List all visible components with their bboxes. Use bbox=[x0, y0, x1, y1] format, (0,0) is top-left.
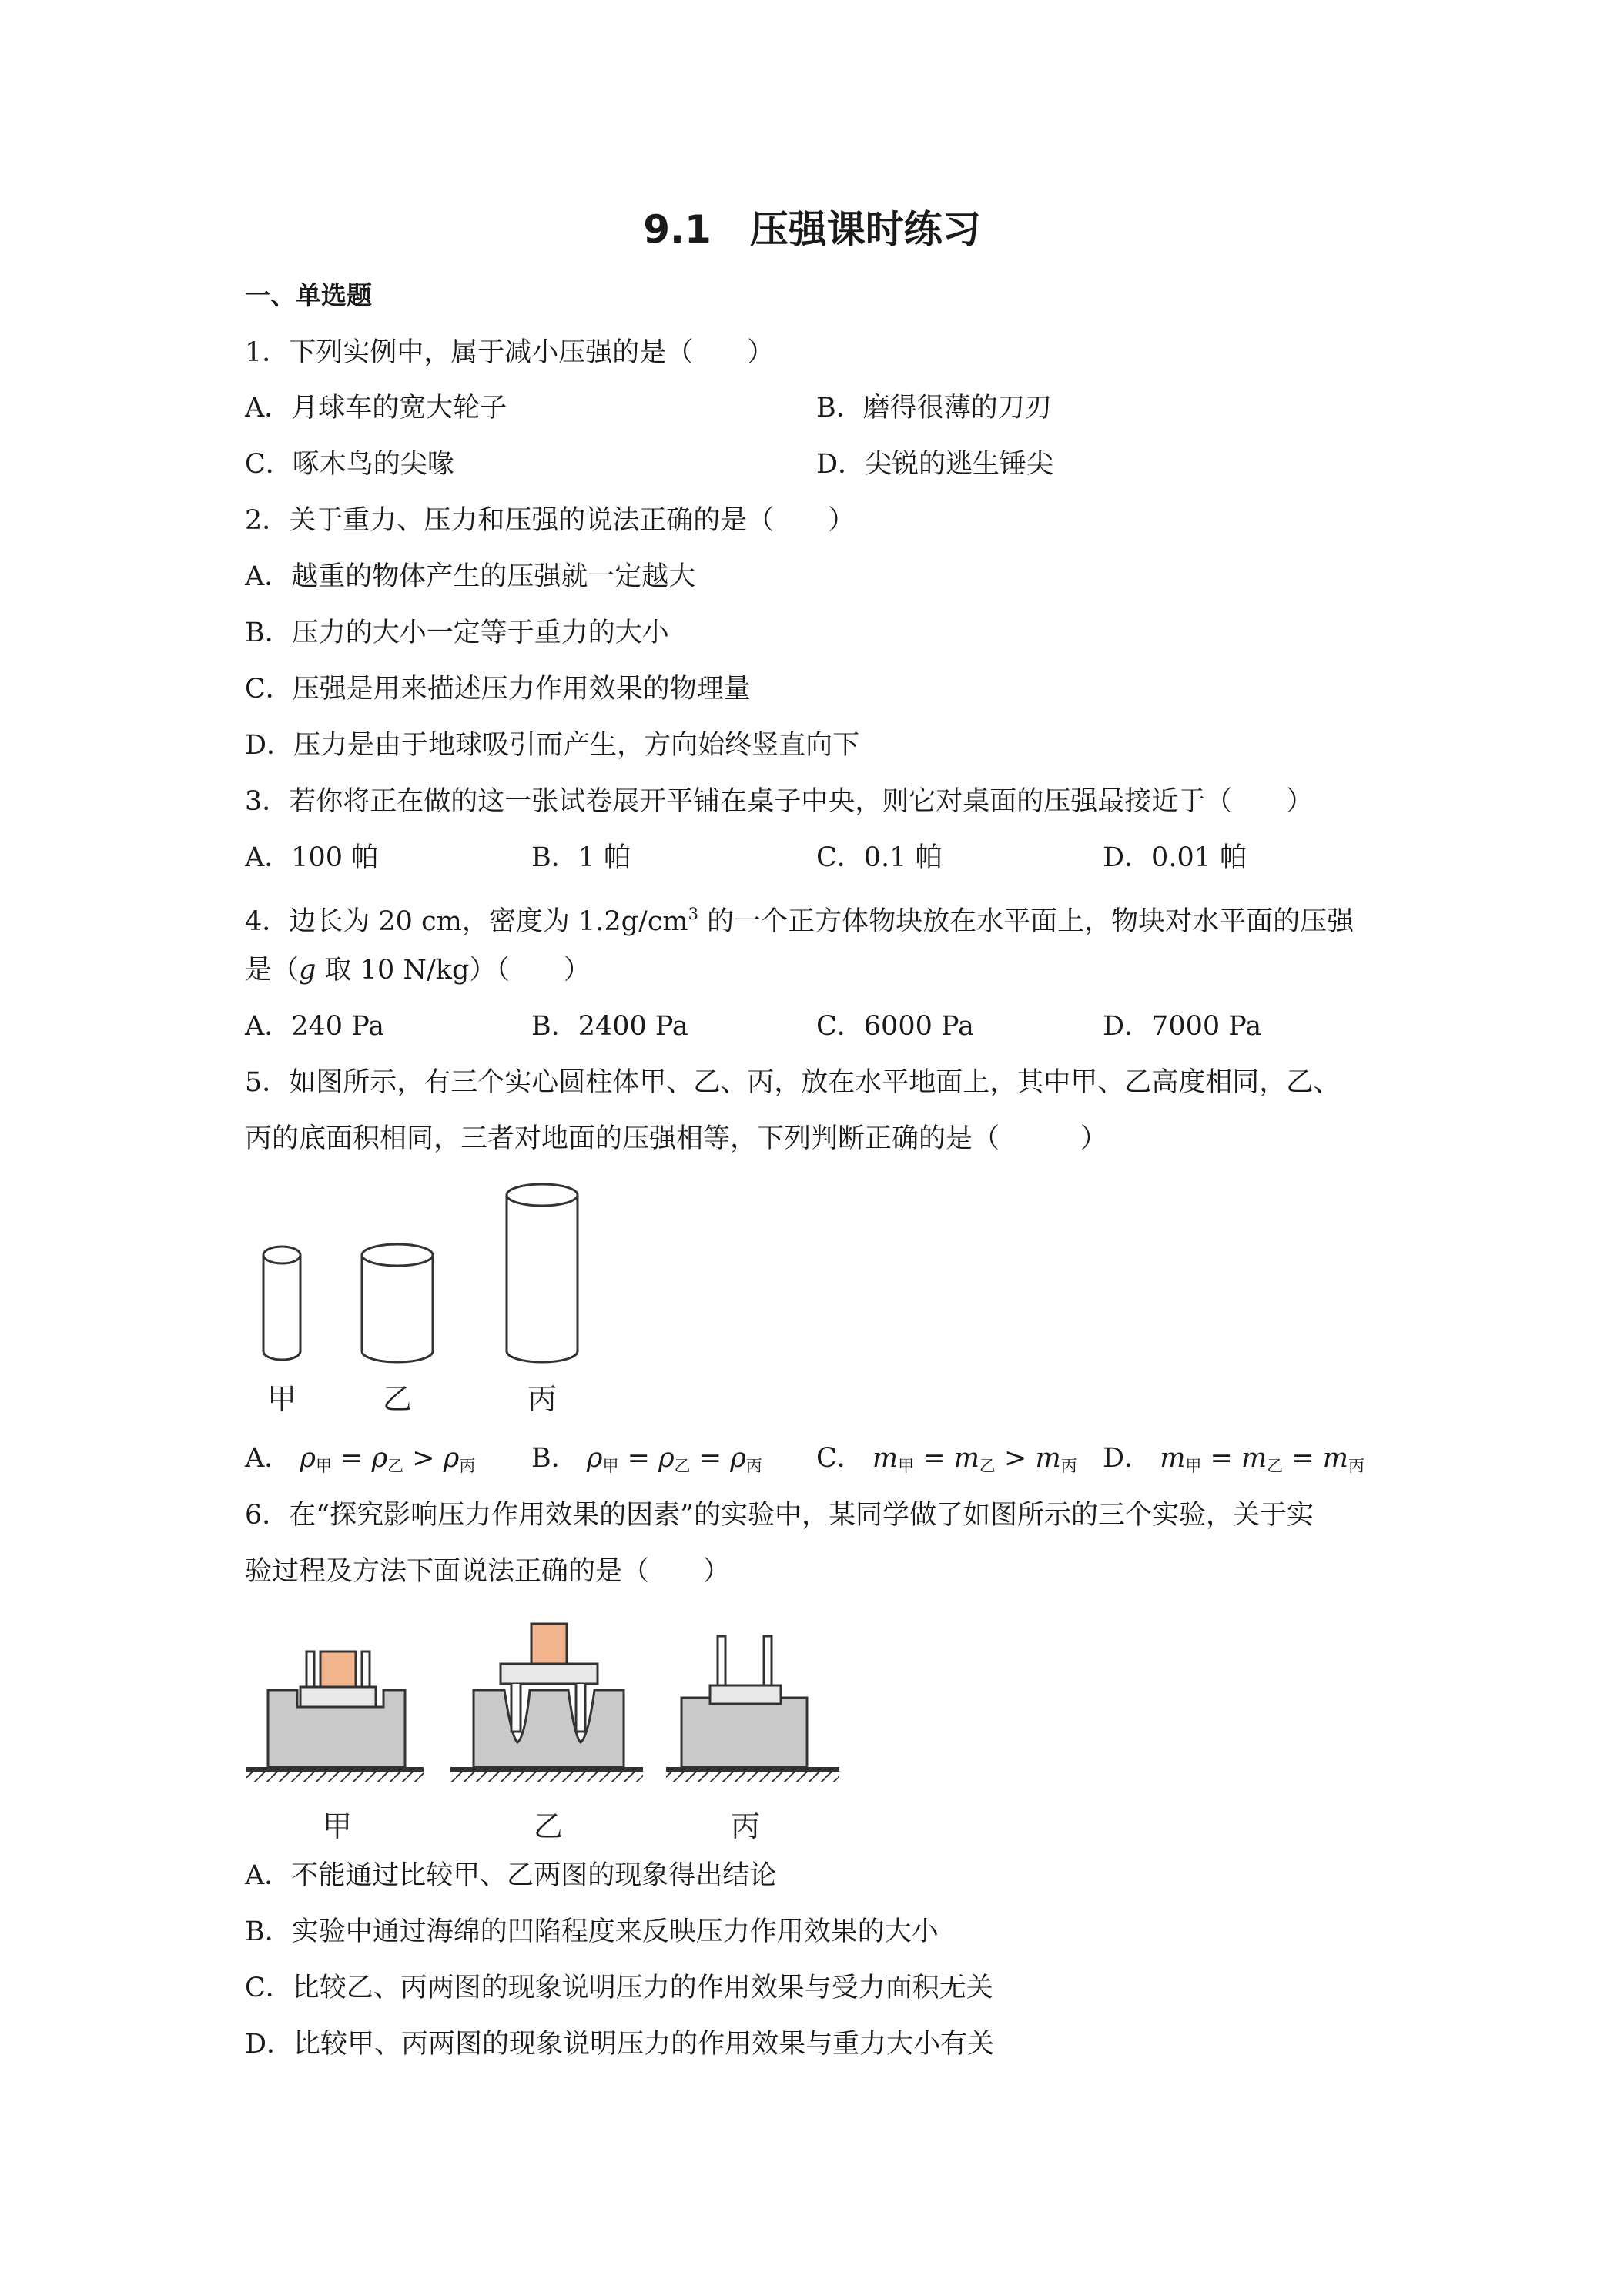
q1-option-a: A．月球车的宽大轮子 bbox=[245, 393, 507, 423]
q2-stem: 2．关于重力、压力和压强的说法正确的是（ ） bbox=[245, 505, 856, 536]
fig5-label-bing: 丙 bbox=[527, 1382, 558, 1416]
experiment-jia bbox=[246, 1652, 424, 1782]
q5-cylinders-figure bbox=[246, 1178, 608, 1424]
q2-option-a: A．越重的物体产生的压强就一定越大 bbox=[245, 561, 696, 592]
q3-option-a: A．100 帕 bbox=[245, 842, 379, 873]
q6-option-c: C．比较乙、丙两图的现象说明压力的作用效果与受力面积无关 bbox=[245, 1973, 993, 2003]
q6-option-a: A．不能通过比较甲、乙两图的现象得出结论 bbox=[245, 1860, 777, 1891]
q6-stem-line2: 验过程及方法下面说法正确的是（ ） bbox=[245, 1556, 731, 1587]
q1-stem: 1．下列实例中，属于减小压强的是（ ） bbox=[245, 337, 775, 368]
q2-option-b: B．压力的大小一定等于重力的大小 bbox=[245, 618, 669, 648]
q5-stem-line1: 5．如图所示，有三个实心圆柱体甲、乙、丙，放在水平地面上，其中甲、乙高度相同，乙、 bbox=[245, 1067, 1341, 1098]
q1-option-c: C．啄木鸟的尖喙 bbox=[245, 449, 454, 480]
section-heading: 一、单选题 bbox=[245, 280, 372, 310]
q6-sponge-experiment-figure bbox=[246, 1605, 847, 1852]
fig5-label-yi: 乙 bbox=[382, 1382, 413, 1416]
experiment-yi bbox=[450, 1624, 643, 1782]
q5-option-c: C． $m_甲 = m_乙 > m_丙$ bbox=[816, 1443, 1077, 1475]
q5-option-b: B． $\rho_甲 = \rho_乙 = \rho_丙$ bbox=[531, 1443, 762, 1475]
q2-option-d: D．压力是由于地球吸引而产生，方向始终竖直向下 bbox=[245, 730, 860, 761]
q3-stem: 3．若你将正在做的这一张试卷展开平铺在桌子中央，则它对桌面的压强最接近于（ ） bbox=[245, 786, 1314, 817]
q4-option-d: D．7000 Pa bbox=[1103, 1011, 1262, 1042]
q6-option-d: D．比较甲、丙两图的现象说明压力的作用效果与重力大小有关 bbox=[245, 2029, 995, 2060]
fig6-label-yi: 乙 bbox=[533, 1809, 564, 1843]
q5-stem-line2: 丙的底面积相同，三者对地面的压强相等，下列判断正确的是（ ） bbox=[245, 1123, 1108, 1154]
q1-option-d: D．尖锐的逃生锤尖 bbox=[816, 449, 1054, 480]
fig6-label-bing: 丙 bbox=[730, 1809, 761, 1843]
q4-option-a: A．240 Pa bbox=[245, 1011, 385, 1042]
cylinder-jia bbox=[263, 1247, 300, 1360]
q4-option-c: C．6000 Pa bbox=[816, 1011, 974, 1042]
q4-option-b: B．2400 Pa bbox=[531, 1011, 688, 1042]
fig5-label-jia: 甲 bbox=[266, 1382, 297, 1416]
page-title: 9.1 压强课时练习 bbox=[643, 207, 981, 252]
experiment-bing bbox=[666, 1636, 839, 1782]
cylinder-bing bbox=[507, 1184, 578, 1362]
q5-option-a: A． $\rho_甲 = \rho_乙 > \rho_丙$ bbox=[245, 1443, 476, 1475]
q5-option-d: D． $m_甲 = m_乙 = m_丙$ bbox=[1103, 1443, 1364, 1475]
q3-option-d: D．0.01 帕 bbox=[1103, 842, 1247, 873]
q6-option-b: B．实验中通过海绵的凹陷程度来反映压力作用效果的大小 bbox=[245, 1916, 939, 1947]
q3-option-b: B．1 帕 bbox=[531, 842, 631, 873]
q2-option-c: C．压强是用来描述压力作用效果的物理量 bbox=[245, 674, 751, 705]
q4-stem-line2: 是（g 取 10 N/kg）（ ） bbox=[245, 955, 591, 986]
fig6-label-jia: 甲 bbox=[322, 1809, 353, 1843]
cylinder-yi bbox=[362, 1244, 433, 1362]
q1-option-b: B．磨得很薄的刀刃 bbox=[816, 393, 1052, 423]
q4-stem-line1: 4．边长为 20 cm，密度为 $1.2g/cm^3$ 的一个正方体物块放在水平面上，物块对水平面的压强 bbox=[245, 905, 1354, 937]
q3-option-c: C．0.1 帕 bbox=[816, 842, 943, 873]
q6-stem-line1: 6．在“探究影响压力作用效果的因素”的实验中，某同学做了如图所示的三个实验，关于实 bbox=[245, 1500, 1314, 1531]
